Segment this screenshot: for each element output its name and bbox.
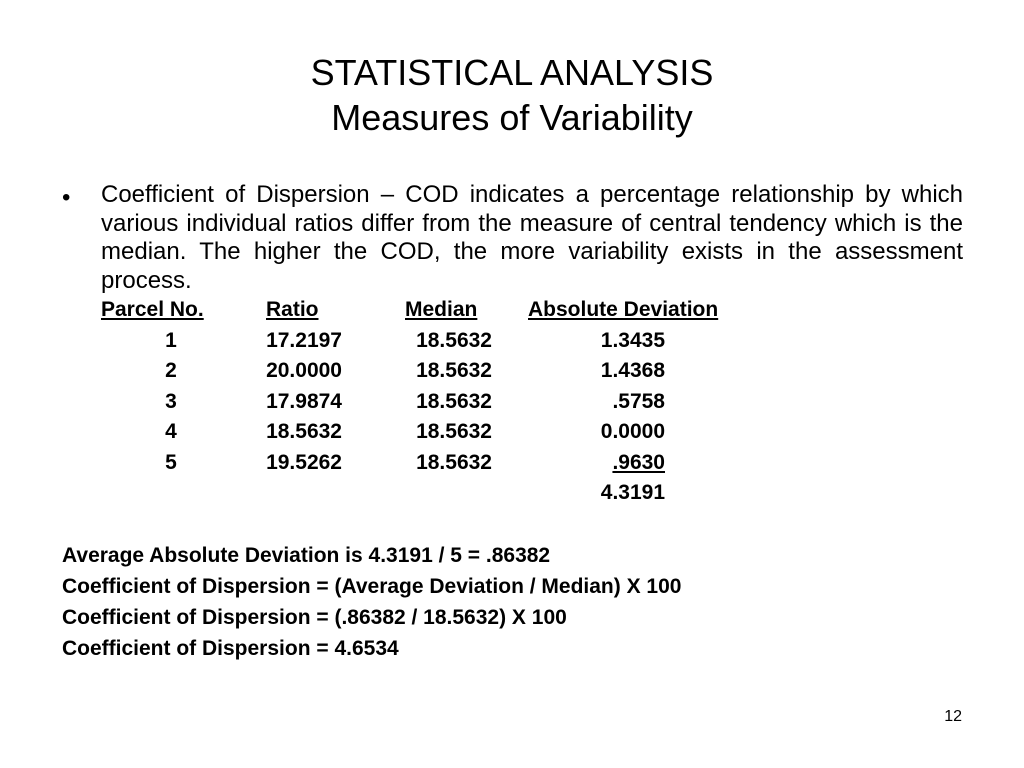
cell-absdev: 1.4368: [600, 359, 665, 382]
cell-median: 18.5632: [416, 420, 492, 443]
header-ratio: Ratio: [266, 298, 319, 321]
header-parcel-no: Parcel No.: [101, 298, 204, 321]
cell-parcel: 2: [165, 359, 177, 382]
cell-ratio: 19.5262: [266, 450, 342, 474]
table-row: [101, 326, 801, 357]
formula-line: Average Absolute Deviation is 4.3191 / 5 = .86382: [62, 544, 551, 567]
bullet-icon: •: [62, 184, 71, 211]
table-row: [101, 417, 801, 448]
deviation-table: [101, 295, 801, 509]
formula-line: Coefficient of Dispersion = (.86382 / 18.5632) X 100: [62, 606, 567, 629]
page-number: 12: [944, 708, 962, 725]
header-median: Median: [405, 298, 478, 321]
cell-ratio: 18.5632: [266, 420, 342, 443]
cell-ratio: 20.0000: [266, 359, 342, 382]
cell-median: 18.5632: [416, 328, 492, 352]
cell-absdev: [567, 448, 665, 478]
cell-ratio: 17.9874: [266, 389, 342, 413]
cell-median: 18.5632: [416, 389, 492, 413]
table-header-row: [101, 295, 801, 326]
total-absolute-deviation: 4.3191: [600, 481, 665, 504]
table-row: [101, 387, 801, 418]
cell-median: 18.5632: [416, 450, 492, 474]
cod-description-paragraph: Coefficient of Dispersion – COD indicates a percentage relationship by which various individual ratios differ from the measure of central tendency which is the median. The higher the COD, the more variability exists in the assessment process.: [101, 181, 963, 294]
title-line-2: Measures of Variability: [331, 97, 693, 138]
cell-median: 18.5632: [416, 359, 492, 382]
table-row: [101, 448, 801, 479]
title-line-1: STATISTICAL ANALYSIS: [310, 52, 714, 93]
underlined-last-deviation: .9630: [612, 450, 665, 474]
cell-absdev: 1.3435: [600, 328, 665, 352]
formula-line: Coefficient of Dispersion = (Average Deviation / Median) X 100: [62, 575, 682, 598]
cell-parcel: 5: [165, 450, 177, 474]
header-absolute-deviation: Absolute Deviation: [528, 298, 719, 321]
formula-line: Coefficient of Dispersion = 4.6534: [62, 637, 399, 660]
cell-parcel: 3: [165, 389, 177, 413]
cell-ratio: 17.2197: [266, 328, 342, 352]
cell-absdev: 0.0000: [600, 420, 665, 443]
cod-calculation: [62, 540, 962, 664]
cell-parcel: 1: [165, 328, 177, 352]
table-total-row: [101, 478, 801, 509]
table-row: [101, 356, 801, 387]
slide-title: [0, 50, 1024, 140]
cell-absdev: .5758: [612, 389, 665, 413]
cell-parcel: 4: [165, 420, 177, 443]
